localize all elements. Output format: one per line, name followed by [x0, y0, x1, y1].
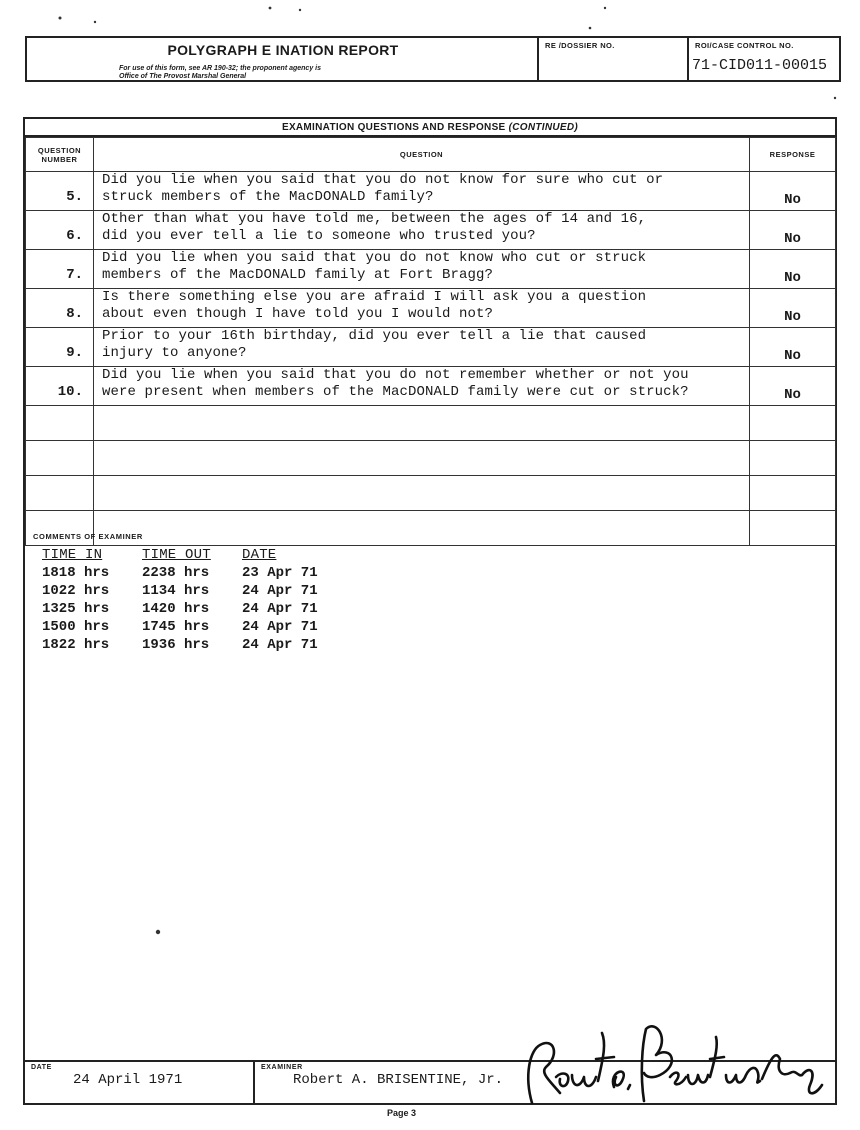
section-title-suffix: (CONTINUED) [508, 122, 579, 133]
footer-date-label: DATE [31, 1064, 52, 1071]
col-number-line1: QUESTION [37, 145, 82, 155]
time-in: 1325 hrs [42, 601, 110, 617]
questions-frame [23, 117, 837, 1105]
question-line1: Did you lie when you said that you do not know who cut or struck [102, 250, 647, 266]
times-row [42, 564, 352, 582]
speck [604, 7, 606, 9]
header-title-cell [27, 38, 539, 80]
blank-cell [750, 441, 836, 476]
signature-stroke [628, 1085, 630, 1089]
blank-cell [26, 406, 94, 441]
question-response: No [750, 289, 836, 328]
form-subtitle [119, 65, 321, 81]
speck [94, 21, 96, 23]
signature-stroke [670, 1073, 686, 1085]
speck [589, 27, 592, 30]
question-number: 10. [26, 367, 94, 406]
blank-cell [750, 511, 836, 546]
speck [834, 97, 836, 99]
question-number: 6. [26, 211, 94, 250]
examiner-signature [510, 1015, 830, 1115]
blank-row [26, 441, 836, 476]
speck [59, 17, 62, 20]
col-question: QUESTION [94, 138, 750, 172]
section-title [25, 119, 835, 137]
session-date: 24 Apr 71 [242, 619, 318, 635]
signature-stroke [710, 1037, 724, 1077]
question-line1: Did you lie when you said that you do not remember whether or not you [102, 367, 689, 383]
blank-row [26, 476, 836, 511]
roi-cell [689, 38, 839, 80]
question-line2: injury to anyone? [102, 345, 247, 361]
table-row [26, 250, 836, 289]
time-in: 1500 hrs [42, 619, 110, 635]
questions-table [25, 137, 836, 546]
question-line2: members of the MacDONALD family at Fort Bragg? [102, 267, 494, 283]
footer-date-value: 24 April 1971 [73, 1072, 183, 1088]
signature-stroke [613, 1072, 624, 1087]
table-row [26, 328, 836, 367]
time-in: 1818 hrs [42, 565, 110, 581]
question-number: 9. [26, 328, 94, 367]
roi-value: 71-CID011-00015 [692, 57, 828, 74]
footer-examiner-value: Robert A. BRISENTINE, Jr. [293, 1072, 504, 1088]
times-header-row [42, 546, 352, 564]
signature-stroke [572, 1075, 596, 1086]
times-row [42, 636, 352, 654]
question-response: No [750, 211, 836, 250]
times-row [42, 600, 352, 618]
question-line1: Did you lie when you said that you do not know for sure who cut or [102, 172, 664, 188]
question-line2: did you ever tell a lie to someone who trusted you? [102, 228, 536, 244]
signature-stroke [802, 1070, 822, 1093]
question-text [94, 250, 750, 289]
date-header: DATE [242, 547, 277, 563]
time-out: 1936 hrs [142, 637, 210, 653]
question-line1: Prior to your 16th birthday, did you ever tell a lie that caused [102, 328, 647, 344]
question-line2: were present when members of the MacDONALD family were cut or struck? [102, 384, 689, 400]
question-text [94, 211, 750, 250]
table-header-row [26, 138, 836, 172]
examination-times [42, 546, 352, 654]
speck [269, 7, 272, 10]
blank-cell [750, 476, 836, 511]
question-response: No [750, 250, 836, 289]
question-response: No [750, 328, 836, 367]
footer-date-cell [25, 1062, 255, 1103]
question-number: 8. [26, 289, 94, 328]
blank-cell [94, 511, 750, 546]
question-text [94, 367, 750, 406]
question-response: No [750, 367, 836, 406]
blank-cell [26, 441, 94, 476]
signature-stroke [528, 1043, 560, 1103]
blank-row [26, 511, 836, 546]
table-row [26, 367, 836, 406]
form-title: POLYGRAPH E INATION REPORT [167, 42, 399, 58]
question-response: No [750, 172, 836, 211]
signature-stroke [688, 1075, 708, 1084]
footer-examiner-label: EXAMINER [261, 1064, 303, 1071]
time-in-header: TIME IN [42, 547, 103, 563]
table-row [26, 172, 836, 211]
time-out: 2238 hrs [142, 565, 210, 581]
section-title-text: EXAMINATION QUESTIONS AND RESPONSE [281, 122, 506, 133]
form-subtitle-line1: For use of this form, see AR 190-32; the proponent agency is [119, 65, 322, 72]
time-out: 1420 hrs [142, 601, 210, 617]
blank-cell [750, 406, 836, 441]
question-text [94, 328, 750, 367]
page-number: Page 3 [387, 1108, 417, 1118]
question-number: 5. [26, 172, 94, 211]
roi-label: ROI/CASE CONTROL NO. [695, 41, 794, 50]
blank-cell [94, 441, 750, 476]
question-line2: struck members of the MacDONALD family? [102, 189, 434, 205]
question-text [94, 172, 750, 211]
signature-stroke [642, 1026, 672, 1101]
table-row [26, 211, 836, 250]
question-line2: about even though I have told you I would not? [102, 306, 494, 322]
time-out: 1745 hrs [142, 619, 210, 635]
col-number-line2: NUMBER [41, 154, 78, 164]
speck [299, 9, 301, 11]
time-in: 1022 hrs [42, 583, 110, 599]
blank-cell [94, 406, 750, 441]
session-date: 24 Apr 71 [242, 583, 318, 599]
times-row [42, 582, 352, 600]
blank-cell [26, 476, 94, 511]
blank-cell [94, 476, 750, 511]
report-header [25, 36, 841, 82]
question-text [94, 289, 750, 328]
time-out-header: TIME OUT [142, 547, 211, 563]
question-line1: Is there something else you are afraid I will ask you a question [102, 289, 647, 305]
question-number: 7. [26, 250, 94, 289]
comments-label: COMMENTS OF EXAMINER [33, 532, 143, 541]
table-row [26, 289, 836, 328]
blank-row [26, 406, 836, 441]
question-line1: Other than what you have told me, between the ages of 14 and 16, [102, 211, 647, 227]
signature-stroke [556, 1074, 568, 1087]
time-out: 1134 hrs [142, 583, 210, 599]
dossier-cell [539, 38, 689, 80]
col-question-number [26, 138, 94, 172]
signature-stroke [726, 1068, 760, 1083]
session-date: 23 Apr 71 [242, 565, 318, 581]
times-row [42, 618, 352, 636]
dossier-label: RE /DOSSIER NO. [545, 41, 615, 50]
form-subtitle-line2: Office of The Provost Marshal General [119, 73, 247, 80]
col-response: RESPONSE [750, 138, 836, 172]
time-in: 1822 hrs [42, 637, 110, 653]
session-date: 24 Apr 71 [242, 601, 318, 617]
signature-stroke [596, 1033, 614, 1081]
session-date: 24 Apr 71 [242, 637, 318, 653]
signature-stroke [762, 1055, 802, 1079]
